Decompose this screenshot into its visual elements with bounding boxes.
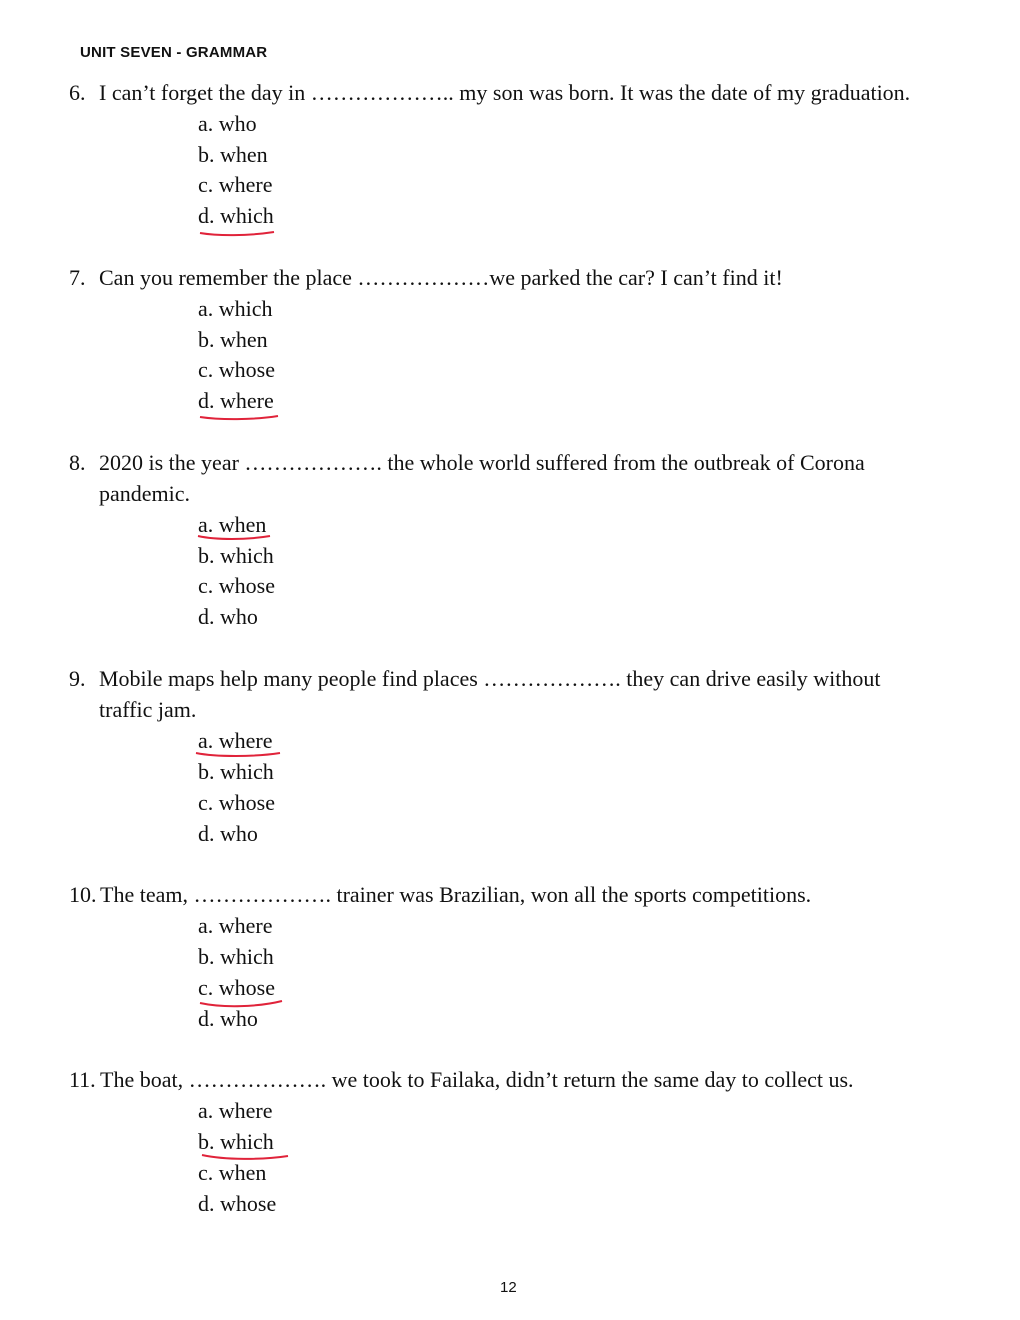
option-d[interactable]: d. whose [198,1191,277,1216]
option-b[interactable]: b. which [198,944,274,969]
option-d[interactable]: d. who [198,604,258,629]
option-a[interactable]: a. when [198,512,267,537]
option-a[interactable]: a. where [198,913,273,938]
option-c[interactable]: c. where [198,172,273,197]
question-text-continued: traffic jam. [99,697,197,722]
option-b[interactable]: b. which [198,759,274,784]
option-a[interactable]: a. which [198,296,273,321]
question-number: 9. [69,666,86,691]
answer-underline-mark [198,413,282,421]
option-d[interactable]: d. who [198,821,258,846]
option-c[interactable]: c. whose [198,357,275,382]
question-number: 11. [69,1067,96,1092]
question-text: The boat, ………………. we took to Failaka, didn’t return the same day to collect us. [100,1067,854,1092]
question-number: 10. [69,882,97,907]
question-text: Can you remember the place ………………we parked the car? I can’t find it! [99,265,783,290]
question-number: 6. [69,80,86,105]
question-text: 2020 is the year ………………. the whole world suffered from the outbreak of Corona [99,450,865,475]
answer-underline-mark [198,229,278,237]
option-b[interactable]: b. which [198,1129,274,1154]
page-number: 12 [500,1279,517,1296]
option-b[interactable]: b. which [198,543,274,568]
option-d[interactable]: d. where [198,388,274,413]
option-d[interactable]: d. who [198,1006,258,1031]
option-b[interactable]: b. when [198,142,268,167]
question-text: The team, ………………. trainer was Brazilian, won all the sports competitions. [100,882,812,907]
option-a[interactable]: a. where [198,728,273,753]
option-d[interactable]: d. which [198,203,274,228]
option-c[interactable]: c. when [198,1160,267,1185]
question-number: 7. [69,265,86,290]
answer-underline-mark [198,999,288,1007]
answer-underline-mark [196,533,276,541]
answer-underline-mark [200,1152,292,1160]
answer-underline-mark [194,750,284,758]
question-number: 8. [69,450,86,475]
question-text: I can’t forget the day in ……………….. my son was born. It was the date of my graduation. [99,80,911,105]
question-text: Mobile maps help many people find places ………………. they can drive easily without [99,666,881,691]
page-header: UNIT SEVEN - GRAMMAR [80,44,268,61]
option-a[interactable]: a. who [198,111,257,136]
option-a[interactable]: a. where [198,1098,273,1123]
question-text-continued: pandemic. [99,481,191,506]
option-c[interactable]: c. whose [198,573,275,598]
option-c[interactable]: c. whose [198,790,275,815]
option-b[interactable]: b. when [198,327,268,352]
option-c[interactable]: c. whose [198,975,275,1000]
